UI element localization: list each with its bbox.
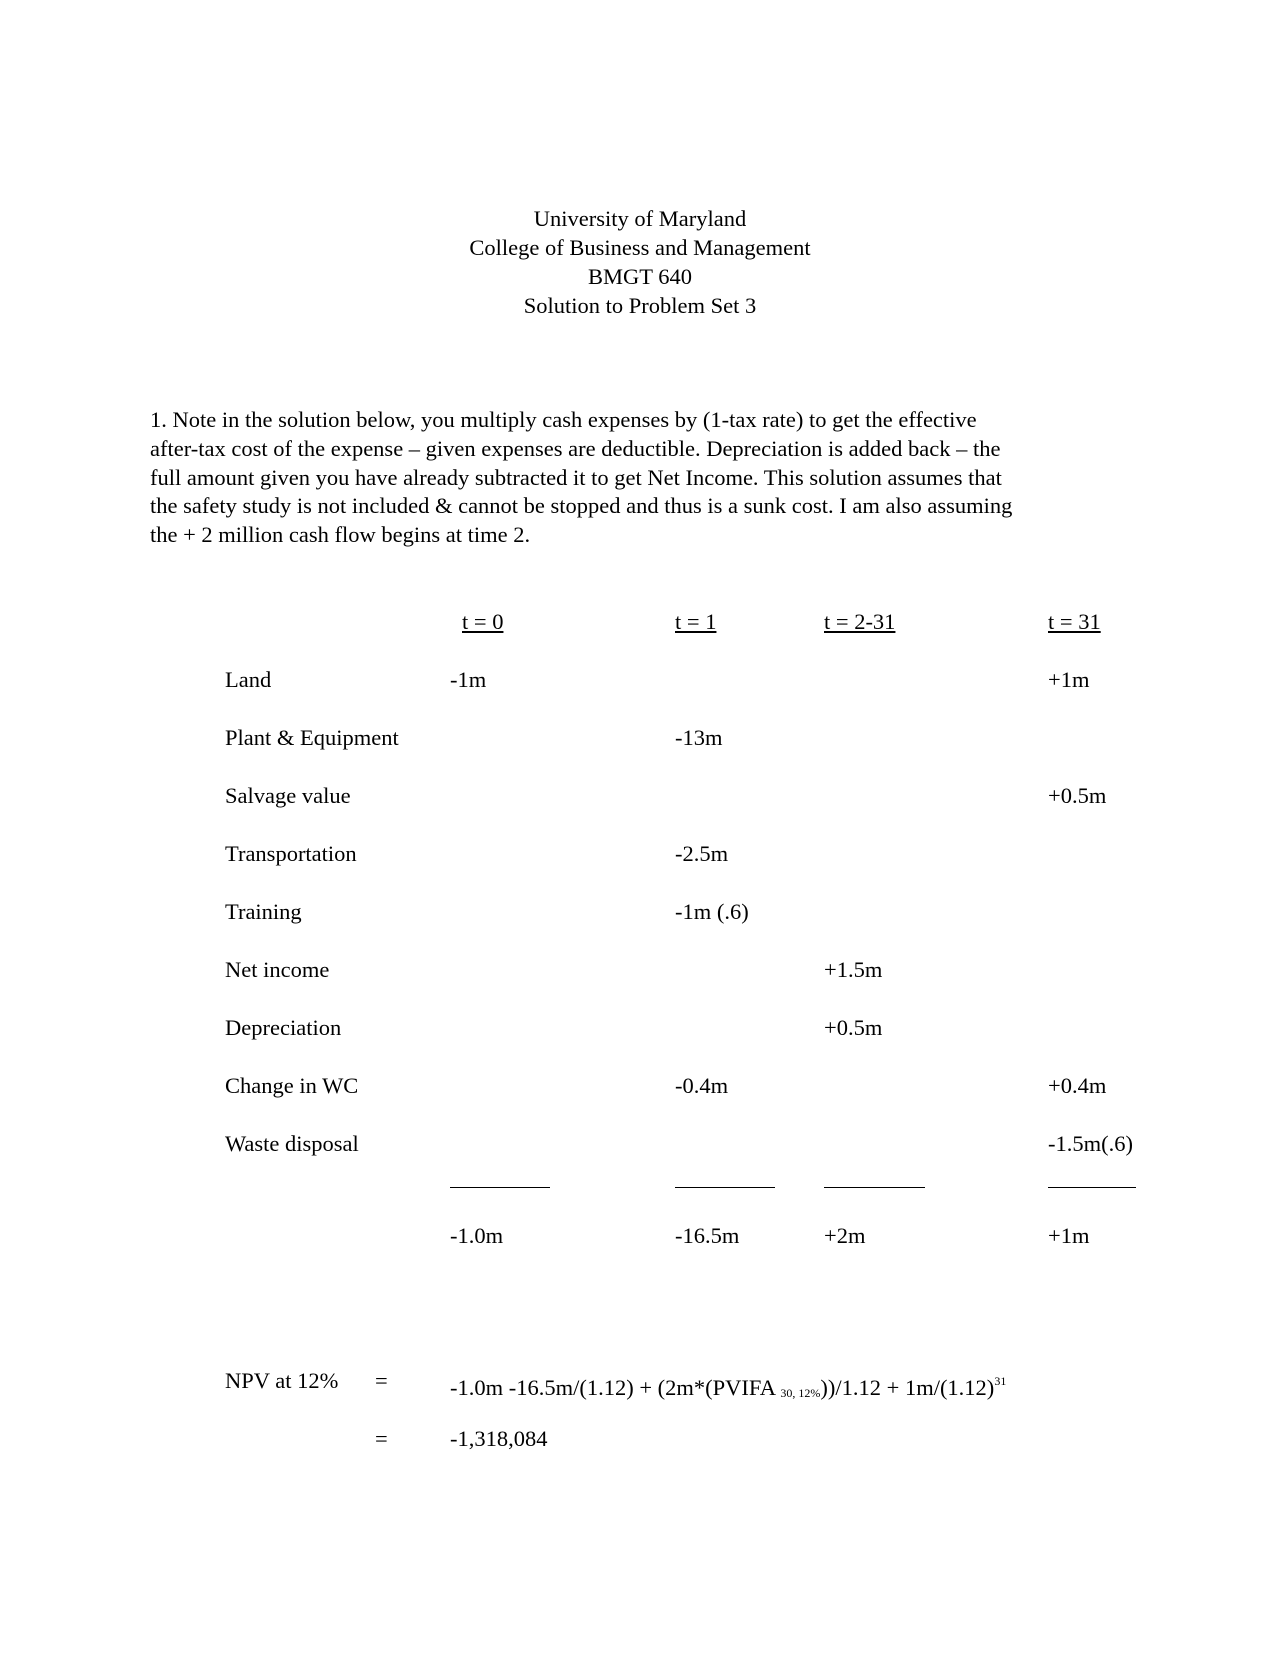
- row-label-transportation: Transportation: [225, 841, 357, 866]
- cell-land-t0: -1m: [450, 667, 487, 692]
- npv-result: -1,318,084: [450, 1426, 548, 1451]
- cell-plant-t1: -13m: [675, 725, 723, 750]
- row-label-plant-equipment: Plant & Equipment: [225, 725, 399, 750]
- cell-depreciation-t2-31: +0.5m: [824, 1015, 883, 1040]
- col-header-t2-31: t = 2-31: [824, 609, 896, 634]
- row-label-training: Training: [225, 899, 302, 924]
- total-t2-31: +2m: [824, 1223, 866, 1248]
- course-title: BMGT 640: [588, 264, 692, 289]
- cell-transportation-t1: -2.5m: [675, 841, 729, 866]
- cell-wc-t1: -0.4m: [675, 1073, 729, 1098]
- college-title: College of Business and Management: [469, 235, 811, 260]
- document-subtitle: Solution to Problem Set 3: [523, 293, 757, 318]
- sum-rule: [675, 1187, 775, 1188]
- total-t31: +1m: [1048, 1223, 1090, 1248]
- npv-formula: [450, 1368, 1006, 1406]
- sum-rule: [450, 1187, 550, 1188]
- cell-training-t1: -1m (.6): [675, 899, 749, 924]
- sum-rule: [824, 1187, 925, 1188]
- npv-formula-part2: ))/1.12 + 1m/(1.12): [820, 1375, 995, 1400]
- cell-wc-t31: +0.4m: [1048, 1073, 1107, 1098]
- row-label-depreciation: Depreciation: [225, 1015, 342, 1040]
- col-header-t31: t = 31: [1048, 609, 1101, 634]
- paragraph-line: after-tax cost of the expense – given expenses are deductible. Depreciation is added back – the: [150, 435, 1001, 461]
- col-header-t0: t = 0: [462, 609, 504, 634]
- npv-label: NPV at 12%: [225, 1368, 339, 1393]
- intro-paragraph: [150, 406, 1130, 550]
- row-label-salvage-value: Salvage value: [225, 783, 351, 808]
- npv-equals-sign-result: =: [375, 1426, 388, 1451]
- cell-waste-t31: -1.5m(.6): [1048, 1131, 1133, 1156]
- paragraph-line: the safety study is not included & cannot be stopped and thus is a sunk cost. I am also assuming: [150, 493, 1013, 519]
- row-label-net-income: Net income: [225, 957, 330, 982]
- cell-net-income-t2-31: +1.5m: [824, 957, 883, 982]
- paragraph-line: 1. Note in the solution below, you multiply cash expenses by (1-tax rate) to get the effective: [150, 407, 977, 432]
- col-header-t1: t = 1: [675, 609, 717, 634]
- total-t0: -1.0m: [450, 1223, 504, 1248]
- row-label-change-in-wc: Change in WC: [225, 1073, 359, 1098]
- total-t1: -16.5m: [675, 1223, 740, 1248]
- paragraph-line: full amount given you have already subtracted it to get Net Income. This solution assumes that: [150, 464, 1002, 490]
- sum-rule: [1048, 1187, 1136, 1188]
- npv-equals-sign: =: [375, 1368, 388, 1393]
- npv-formula-superscript: 31: [994, 1374, 1007, 1388]
- cell-land-t31: +1m: [1048, 667, 1090, 692]
- cell-salvage-t31: +0.5m: [1048, 783, 1107, 808]
- npv-formula-subscript: 30, 12%: [780, 1386, 821, 1400]
- row-label-waste-disposal: Waste disposal: [225, 1131, 359, 1156]
- row-label-land: Land: [225, 667, 272, 692]
- paragraph-line: the + 2 million cash flow begins at time 2.: [150, 522, 531, 548]
- npv-formula-part1: -1.0m -16.5m/(1.12) + (2m*(PVIFA: [450, 1375, 781, 1400]
- university-title: University of Maryland: [533, 206, 747, 231]
